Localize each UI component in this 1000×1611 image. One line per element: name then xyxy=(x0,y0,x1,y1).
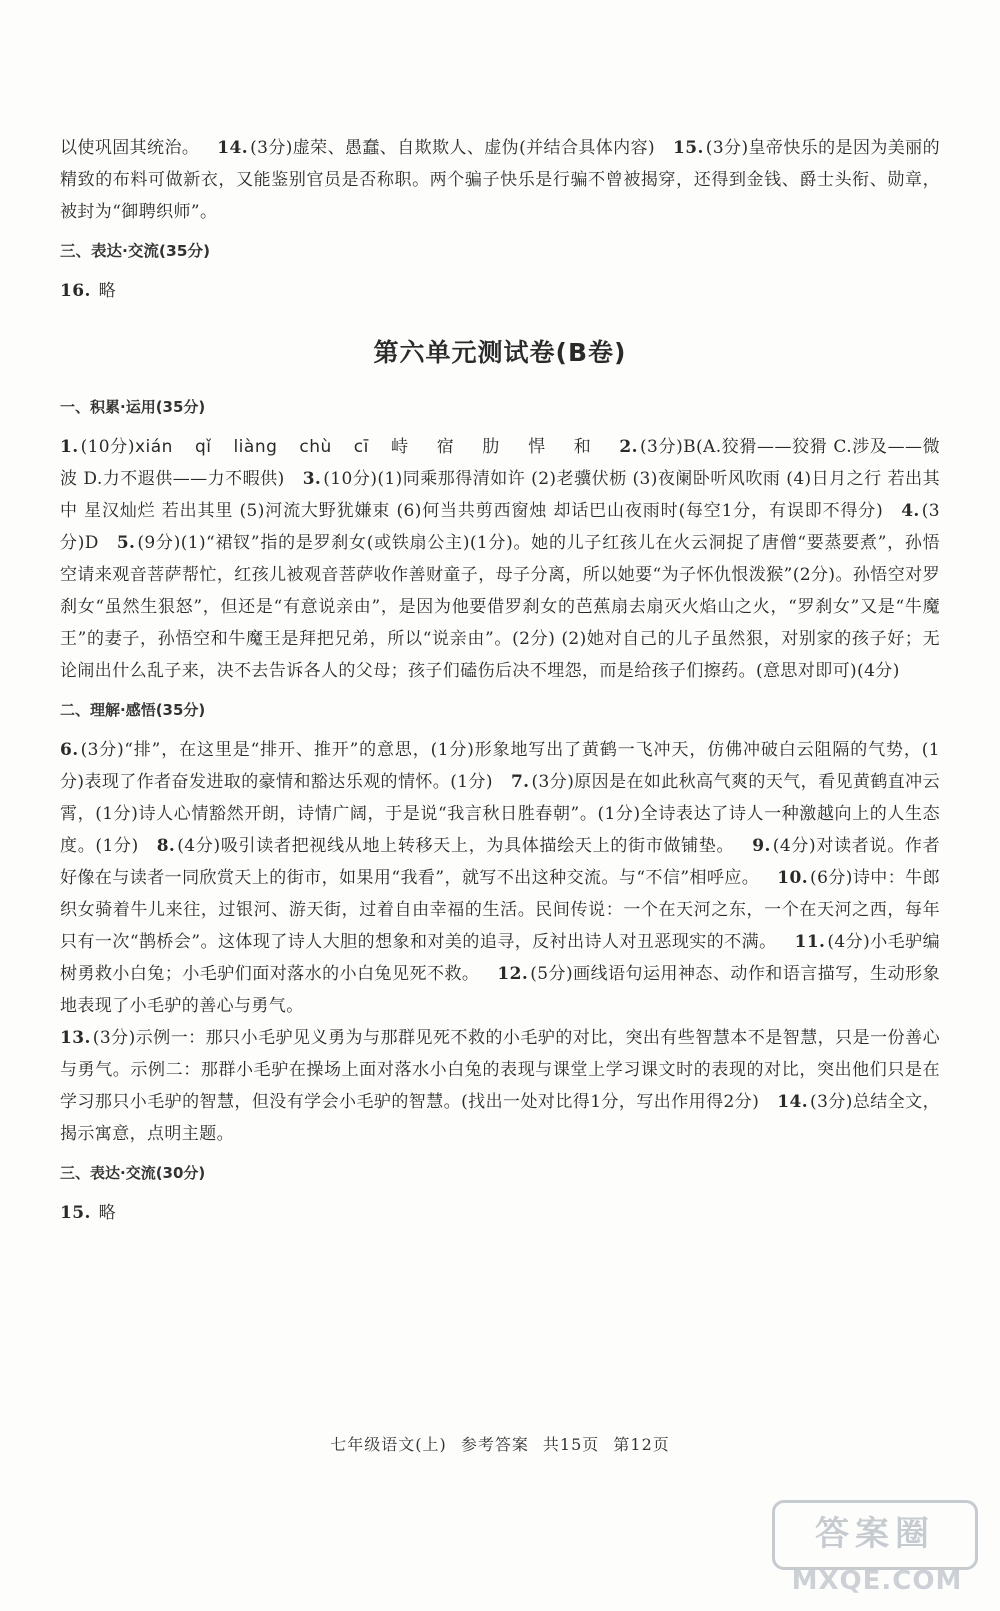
question-number: 14. xyxy=(777,1092,809,1112)
answer-text: (3分)B(A.狡猾——狡猾 C.涉及——微波 D.力不遐供——力不暇供) xyxy=(60,437,941,489)
score: (10分) xyxy=(80,437,135,457)
question-number: 11. xyxy=(794,932,826,952)
pinyin: qǐ xyxy=(194,437,212,457)
paragraph-part2b xyxy=(60,1022,940,1150)
text-fragment: 以使巩固其统治。 xyxy=(60,138,200,158)
footer-subject: 七年级语文(上) xyxy=(330,1435,447,1454)
answer-text: (6分)诗中：牛郎织女骑着牛儿来往，过银河、游天街，过着自由幸福的生活。民间传说：一个在天河之东，一个在天河之西，每年只有一次“鹊桥会”。这体现了诗人大胆的想象和对美的追寻，反衬出诗人对丑恶现实的不满。 xyxy=(60,868,940,952)
footer-total: 共15页 xyxy=(542,1435,600,1454)
pinyin: chù xyxy=(299,437,332,457)
char-list xyxy=(391,437,620,457)
question-number: 13. xyxy=(60,1028,91,1048)
answer-text: (4分)小毛驴编树勇救小白兔；小毛驴们面对落水的小白兔见死不救。 xyxy=(60,932,940,984)
question-number: 3. xyxy=(302,469,322,489)
answer-text: 略 xyxy=(98,1203,116,1223)
answer-content xyxy=(60,132,940,1229)
question-number: 9. xyxy=(752,836,771,856)
answer-text: (4分)吸引读者把视线从地上转移天上，为具体描绘天上的街市做铺垫。 xyxy=(177,836,735,856)
footer-page: 第12页 xyxy=(613,1435,670,1454)
answer-text: (3分)虚荣、愚蠢、自欺欺人、虚伪(并结合具体内容) xyxy=(250,138,656,158)
question-number: 7. xyxy=(510,772,530,792)
answer-text: (4分)对读者说。作者好像在与读者一同欣赏天上的街市，如果用“我看”，就写不出这种交流。与“不信”相呼应。 xyxy=(60,836,941,888)
watermark-url: MXQE.COM xyxy=(791,1566,963,1596)
watermark xyxy=(772,1500,972,1596)
character: 肋 xyxy=(482,437,501,457)
paragraph-part2 xyxy=(60,734,940,1022)
section-heading: 三、表达·交流(35分) xyxy=(60,242,211,260)
character: 悍 xyxy=(528,437,546,457)
footer-label: 参考答案 xyxy=(460,1435,529,1454)
answer-text: (3分)原因是在如此秋高气爽的天气，看见黄鹤直冲云霄，(1分)诗人心情豁然开朗，诗情广阔，于是说“我言秋日胜春朝”。(1分)全诗表达了诗人一种激越向上的人生态度。(1分) xyxy=(60,772,940,856)
answer-item xyxy=(60,1197,940,1229)
question-number: 10. xyxy=(777,868,809,888)
answer-text: (3分)皇帝快乐的是因为美丽的精致的布料可做新衣，又能鉴别官员是否称职。两个骗子快乐是行骗不曾被揭穿，还得到金钱、爵士头衔、勋章，被封为“御聘织师”。 xyxy=(60,138,940,222)
unit-title: 第六单元测试卷(B卷) xyxy=(373,338,627,367)
question-number: 6. xyxy=(60,740,79,760)
character: 峙 xyxy=(390,437,409,457)
question-number: 2. xyxy=(619,437,638,457)
answer-item xyxy=(60,275,940,307)
answer-text: (3分)D xyxy=(60,501,940,553)
question-number: 16. xyxy=(60,281,91,301)
answer-text: (3分)“排”，在这里是“排开、推开”的意思，(1分)形象地写出了黄鹤一飞冲天，仿佛冲破白云阻隔的气势，(1分)表现了作者奋发进取的豪情和豁达乐观的情怀。(1分) xyxy=(60,740,940,792)
question-number: 8. xyxy=(156,836,176,856)
pinyin: xián xyxy=(134,437,173,457)
answer-text: (3分)总结全文，揭示寓意，点明主题。 xyxy=(60,1092,940,1144)
question-number: 12. xyxy=(497,964,529,984)
paragraph-part1 xyxy=(60,431,940,687)
section-heading: 二、理解·感悟(35分) xyxy=(60,701,206,719)
answer-text: (3分)示例一：那只小毛驴见义勇为与那群见死不救的小毛驴的对比，突出有些智慧本不是智慧，只是一份善心与勇气。示例二：那群小毛驴在操场上面对落水小白兔的表现与课堂上学习课文时的表现的对比，突出他们只是在学习那只小毛驴的智慧，但没有学会小毛驴的智慧。(找出一处对比得1分，写出作用得2分) xyxy=(60,1028,940,1112)
question-number: 14. xyxy=(217,138,249,158)
answer-text: (10分)(1)同乘那得清如许 (2)老骥伏枥 (3)夜阑卧听风吹雨 (4)日月之行 若出其中 星汉灿烂 若出其里 (5)河流大野犹嫌束 (6)何当共剪西窗烛 却话巴山夜雨时(每空1分，有误即不得分) xyxy=(60,469,940,521)
question-number: 15. xyxy=(673,138,704,158)
section-heading: 一、积累·运用(35分) xyxy=(60,398,206,416)
page-footer xyxy=(0,1432,1000,1455)
character: 和 xyxy=(573,437,592,457)
character: 宿 xyxy=(436,437,455,457)
question-number: 15. xyxy=(60,1203,91,1223)
pinyin: cī xyxy=(353,437,369,457)
answer-text: 略 xyxy=(98,281,116,301)
paragraph-top xyxy=(60,132,940,228)
answer-text: (5分)画线语句运用神态、动作和语言描写，生动形象地表现了小毛驴的善心与勇气。 xyxy=(60,964,940,1016)
question-number: 5. xyxy=(116,533,136,553)
answer-text: (9分)(1)“裙钗”指的是罗刹女(或铁扇公主)(1分)。她的儿子红孩儿在火云洞捉了唐僧“要蒸要煮”，孙悟空请来观音菩萨帮忙，红孩儿被观音菩萨收作善财童子，母子分离，所以她要“为子怀仇恨泼猴”(2分)。孙悟空对罗刹女“虽然生狠怒”，但还是“有意说亲由”，是因为他要借罗刹女的芭蕉扇去扇灭火焰山之火，“罗刹女”又是“牛魔王”的妻子，孙悟空和牛魔王是拜把兄弟，所以“说亲由”。(2分) (2)她对自己的儿子虽然狠，对别家的孩子好；无论闹出什么乱子来，决不去告诉各人的父母；孩子们磕伤后决不埋怨，而是给孩子们擦药。(意思对即可)(4分) xyxy=(60,533,941,681)
question-number: 1. xyxy=(60,437,79,457)
pinyin-list xyxy=(135,437,391,457)
pinyin: liàng xyxy=(233,437,278,457)
section-heading: 三、表达·交流(30分) xyxy=(60,1164,206,1182)
watermark-seal: 答案圈 xyxy=(772,1500,978,1570)
question-number: 4. xyxy=(901,501,920,521)
